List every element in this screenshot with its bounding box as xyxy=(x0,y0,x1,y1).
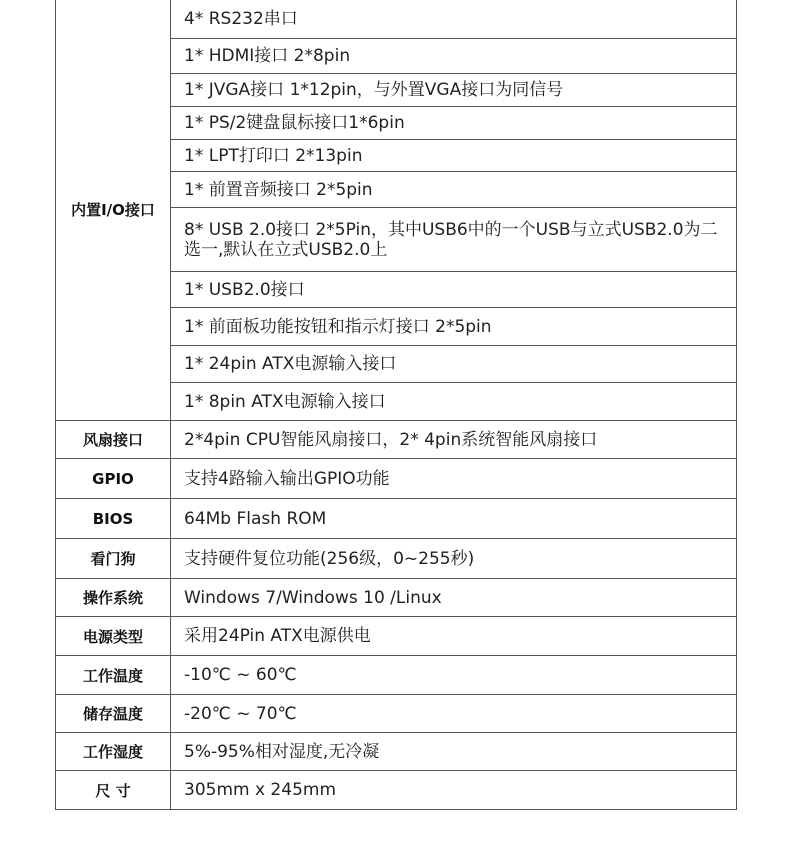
row-label: BIOS xyxy=(56,499,171,539)
io-item: 1* 24pin ATX电源输入接口 xyxy=(171,346,737,383)
row-value: 5%-95%相对湿度,无冷凝 xyxy=(171,733,737,771)
io-item: 1* PS/2键盘鼠标接口1*6pin xyxy=(171,107,737,140)
table-row xyxy=(56,617,737,656)
table-row xyxy=(56,539,737,579)
io-item: 1* HDMI接口 2*8pin xyxy=(171,39,737,74)
io-item: 1* 8pin ATX电源输入接口 xyxy=(171,383,737,421)
row-label: 操作系统 xyxy=(56,579,171,617)
row-label: 电源类型 xyxy=(56,617,171,656)
io-item: 1* LPT打印口 2*13pin xyxy=(171,140,737,172)
row-value: 采用24Pin ATX电源供电 xyxy=(171,617,737,656)
row-label: 风扇接口 xyxy=(56,421,171,459)
io-item: 4* RS232串口 xyxy=(171,0,737,39)
row-label: 储存温度 xyxy=(56,695,171,733)
row-value: -20℃ ~ 70℃ xyxy=(171,695,737,733)
table-row xyxy=(56,733,737,771)
row-label: 看门狗 xyxy=(56,539,171,579)
row-value: -10℃ ~ 60℃ xyxy=(171,656,737,695)
row-label: 工作温度 xyxy=(56,656,171,695)
row-label: GPIO xyxy=(56,459,171,499)
table-row xyxy=(56,421,737,459)
table-row xyxy=(56,499,737,539)
row-value: 64Mb Flash ROM xyxy=(171,499,737,539)
table-row xyxy=(56,695,737,733)
row-label: 工作湿度 xyxy=(56,733,171,771)
io-item: 8* USB 2.0接口 2*5Pin，其中USB6中的一个USB与立式USB2.0为二选一,默认在立式USB2.0上 xyxy=(171,208,737,272)
io-item: 1* 前置音频接口 2*5pin xyxy=(171,172,737,208)
table-row xyxy=(56,459,737,499)
row-value: Windows 7/Windows 10 /Linux xyxy=(171,579,737,617)
table-row xyxy=(56,579,737,617)
table-row xyxy=(56,771,737,810)
row-value: 2*4pin CPU智能风扇接口，2* 4pin系统智能风扇接口 xyxy=(171,421,737,459)
row-value: 支持4路输入输出GPIO功能 xyxy=(171,459,737,499)
io-item: 1* USB2.0接口 xyxy=(171,272,737,308)
io-item: 1* 前面板功能按钮和指示灯接口 2*5pin xyxy=(171,308,737,346)
spec-table xyxy=(55,0,737,810)
io-group-label: 内置I/O接口 xyxy=(56,0,171,421)
row-label: 尺 寸 xyxy=(56,771,171,810)
row-value: 支持硬件复位功能(256级，0~255秒) xyxy=(171,539,737,579)
row-value: 305mm x 245mm xyxy=(171,771,737,810)
table-row xyxy=(56,656,737,695)
io-item: 1* JVGA接口 1*12pin，与外置VGA接口为同信号 xyxy=(171,74,737,107)
table-row xyxy=(56,0,737,39)
